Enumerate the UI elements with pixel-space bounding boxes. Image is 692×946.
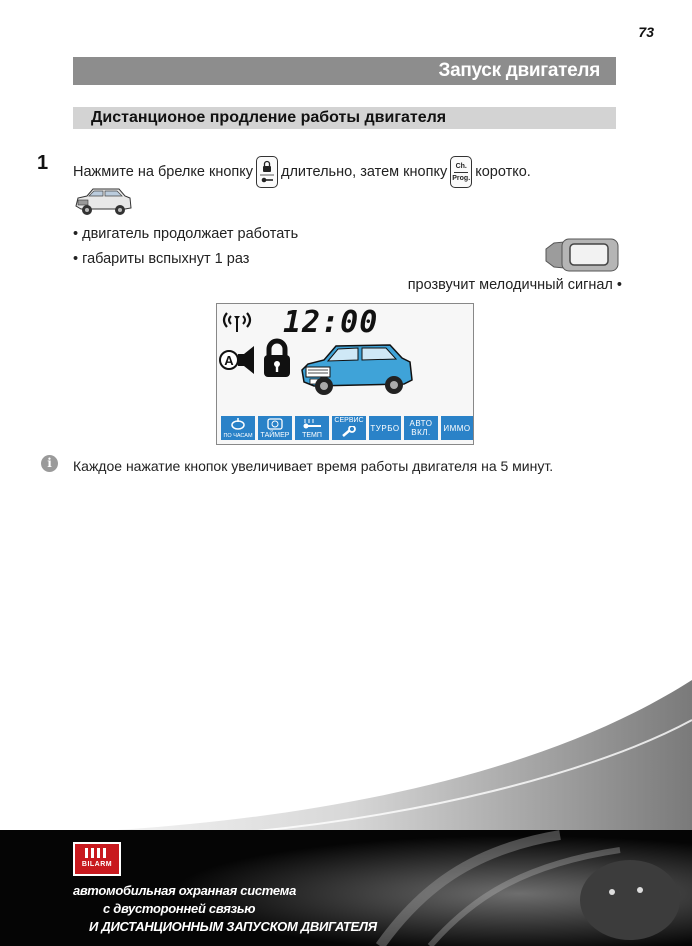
timer-icon (267, 418, 283, 430)
subsection-header (73, 107, 616, 129)
prog-key-label: Prog. (452, 174, 471, 182)
siren-auto-icon (219, 343, 259, 382)
engine-icon (231, 418, 245, 430)
step-number: 1 (37, 152, 49, 174)
ch-prog-key-icon (450, 156, 472, 188)
info-icon: i (41, 455, 58, 472)
antenna-icon (220, 310, 254, 339)
lcd-immo-label: ИММО (443, 423, 471, 433)
footer-tagline-2: с двусторонней связью (103, 901, 256, 916)
brand-name: BILARM (81, 861, 113, 868)
step-text-after: коротко. (475, 164, 531, 180)
section-title: Запуск двигателя (438, 60, 600, 81)
lcd-clock: 12:00 (283, 305, 379, 340)
lcd-service-indicator (332, 416, 366, 440)
lock-key-icon (256, 156, 278, 188)
lcd-service-label: СЕРВИС (334, 417, 364, 424)
bullet-lights: • габариты вспыхнут 1 раз (73, 251, 250, 267)
footer-tagline-1: автомобильная охранная система (73, 883, 297, 898)
thermometer-icon (302, 418, 322, 430)
lcd-turbo-label: ТУРБО (370, 423, 400, 433)
subsection-title: Дистанционое продление работы двигателя (91, 109, 447, 126)
lcd-immo-indicator (441, 416, 473, 440)
bullet-sound: прозвучит мелодичный сигнал • (407, 277, 622, 293)
lcd-hours-label: ПО ЧАСАМ (223, 433, 253, 439)
bullet-engine: • двигатель продолжает работать (73, 226, 299, 242)
lcd-auto-label: АВТО ВКЛ. (409, 419, 433, 437)
car-small-icon (73, 184, 133, 223)
lcd-auto-indicator (404, 416, 438, 440)
decorative-swoosh (0, 660, 692, 845)
lcd-temp-indicator (295, 416, 329, 440)
info-note: Каждое нажатие кнопок увеличивает время работы двигателя на 5 минут. (73, 458, 554, 474)
svg-text:A: A (224, 353, 234, 368)
step-text-before: Нажмите на брелке кнопку (73, 164, 254, 180)
page-number: 73 (638, 24, 654, 40)
lcd-icon-row (221, 416, 473, 440)
footer-tagline-3: И ДИСТАНЦИОННЫМ ЗАПУСКОМ ДВИГАТЕЛЯ (89, 919, 377, 934)
lcd-car-icon (298, 340, 416, 405)
remote-fob-icon (544, 237, 620, 278)
lcd-turbo-indicator (369, 416, 401, 440)
section-header (73, 57, 616, 85)
wrench-icon (341, 426, 357, 438)
lcd-hours-indicator (221, 416, 255, 440)
ch-key-label: Ch. (455, 162, 467, 170)
lcd-temp-label: ТЕМП (302, 432, 322, 439)
bilarm-logo (73, 842, 121, 876)
padlock-icon (261, 338, 293, 385)
lcd-timer-indicator (258, 416, 292, 440)
step-text-middle: длительно, затем кнопку (281, 164, 448, 180)
lcd-timer-label: ТАЙМЕР (260, 432, 290, 439)
step-instruction (73, 156, 531, 188)
